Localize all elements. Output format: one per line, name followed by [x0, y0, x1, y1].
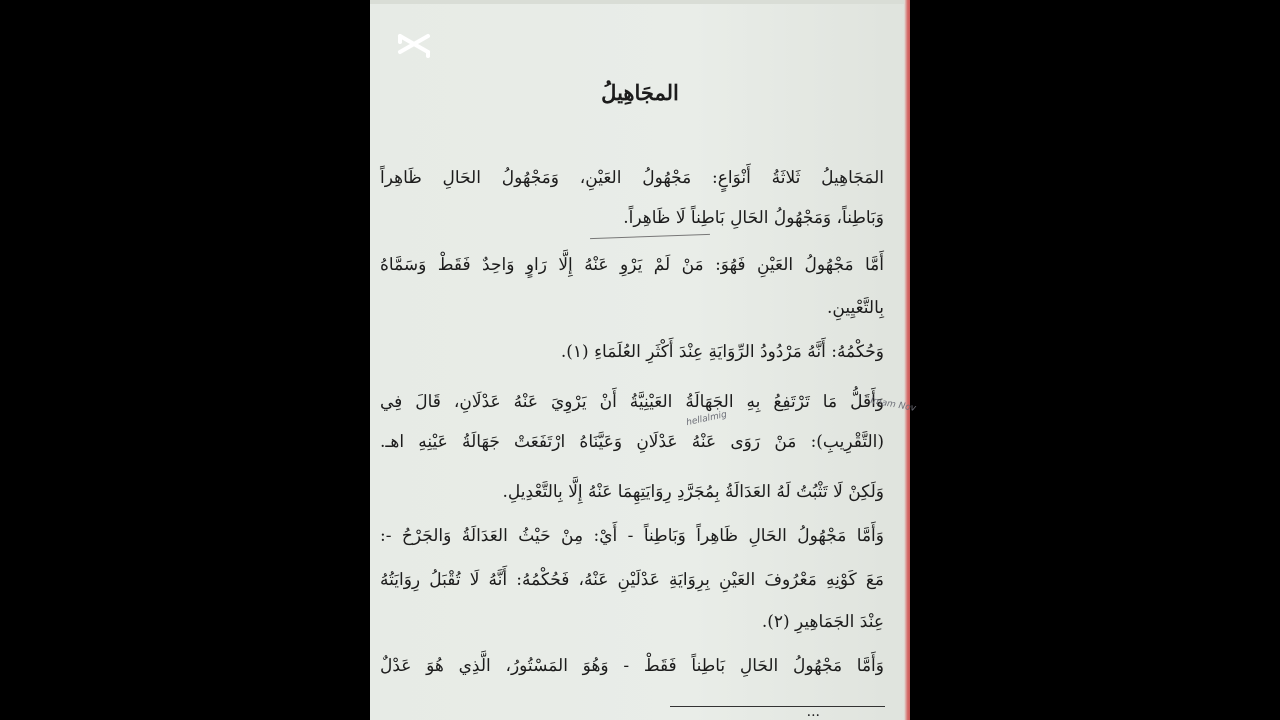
book-page	[370, 0, 917, 720]
page-top-strip	[370, 0, 910, 4]
page-title: المجَاهِيلُ	[601, 80, 679, 105]
text-line-12: وَأَمَّا مَجْهُولُ الحَالِ بَاطِناً فَقَطْ - وَهُوَ المَسْتُورُ، الَّذِي هُوَ عَدْلٌ	[380, 656, 884, 676]
handwritten-note-1: hellalmig	[685, 409, 728, 429]
footnote-rule	[670, 706, 885, 707]
text-line-8: وَلَكِنْ لَا تَثْبُتُ لَهُ العَدَالَةُ بِمُجَرَّدِ رِوَايَتِهِمَا عَنْهُ إِلَّا بِالتَّعْدِيلِ.	[502, 482, 884, 502]
text-line-5: وَحُكْمُهُ: أَنَّهُ مَرْدُودُ الرِّوَايَةِ عِنْدَ أَكْثَرِ العُلَمَاءِ (١).	[560, 342, 884, 362]
pencil-underline	[590, 234, 710, 239]
handwritten-note-2: Imam Nov	[869, 396, 917, 414]
text-line-10: مَعَ كَوْنِهِ مَعْرُوفَ العَيْنِ بِرِوَايَةِ عَدْلَيْنِ عَنْهُ، فَحُكْمُهُ: أَنَّهُ لَا تُقْبَلُ رِوَايَتُهُ	[380, 570, 884, 590]
text-line-7: (التَّقْرِيبِ): مَنْ رَوَى عَنْهُ عَدْلَانِ وَعَيَّنَاهُ ارْتَفَعَتْ جَهَالَةُ عَيْنِهِ اهـ.	[380, 432, 884, 452]
text-line-6: وَأَقَلُّ مَا تَرْتَفِعُ بِهِ الجَهَالَةُ العَيْنِيَّةُ أَنْ يَرْوِيَ عَنْهُ عَدْلَانِ، قَالَ فِي	[380, 392, 884, 412]
text-line-11: عِنْدَ الجَمَاهِيرِ (٢).	[761, 612, 884, 632]
text-line-2: وَبَاطِناً، وَمَجْهُولُ الحَالِ بَاطِناً لَا ظَاهِراً.	[623, 208, 884, 228]
text-line-3: أَمَّا مَجْهُولُ العَيْنِ فَهُوَ: مَنْ لَمْ يَرْوِ عَنْهُ إِلَّا رَاوٍ وَاحِدٌ فَقَطْ وَسَمَّاهُ	[380, 255, 884, 275]
text-line-4: بِالتَّعْيِينِ.	[826, 298, 884, 318]
capcut-logo-icon	[396, 30, 432, 60]
partial-bottom-text: ...	[806, 704, 820, 720]
page-edge	[904, 0, 910, 720]
text-line-1: المَجَاهِيلُ ثَلاثَةُ أَنْوَاعٍ: مَجْهُولُ العَيْنِ، وَمَجْهُولُ الحَالِ ظَاهِراً	[380, 168, 884, 188]
text-line-9: وَأَمَّا مَجْهُولُ الحَالِ ظَاهِراً وَبَاطِناً - أَيْ: مِنْ حَيْثُ العَدَالَةُ وَالجَرْحُ -:	[380, 526, 884, 546]
